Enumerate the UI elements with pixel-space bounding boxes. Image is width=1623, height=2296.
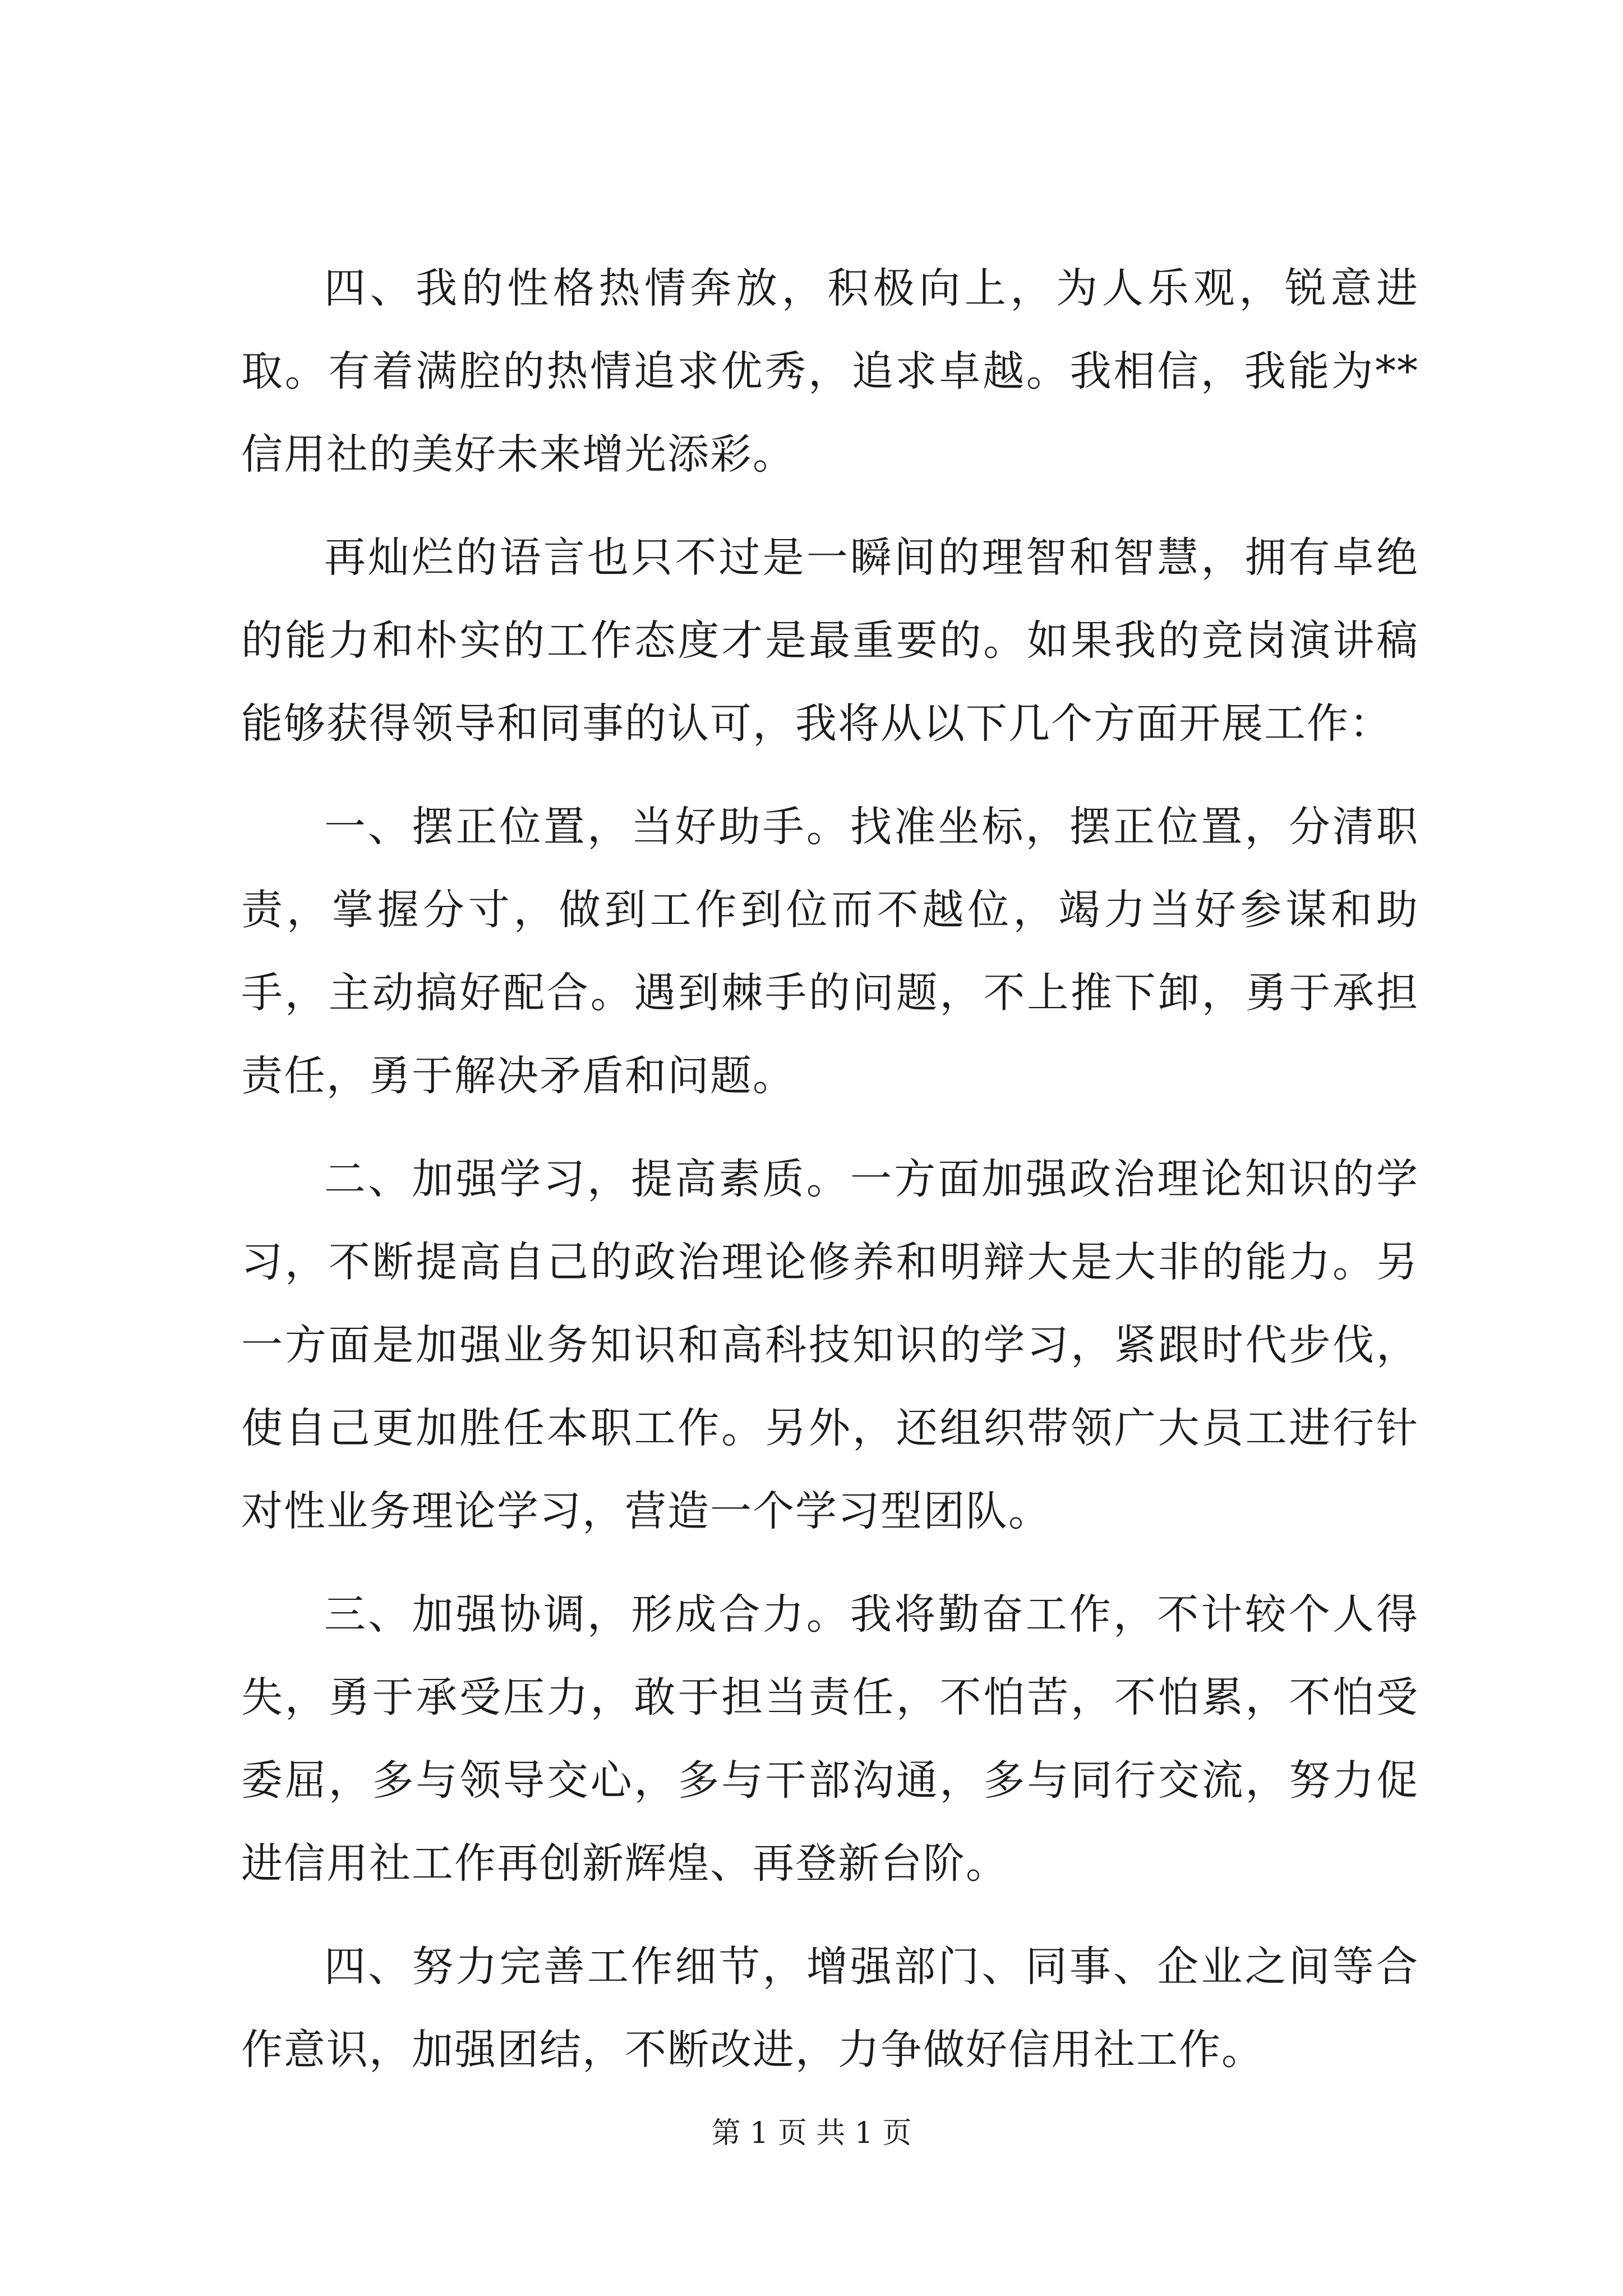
paragraph-point-2: 二、加强学习，提高素质。一方面加强政治理论知识的学习，不断提高自己的政治理论修养和明辩大是大非的能力。另一方面是加强业务知识和高科技知识的学习，紧跟时代步伐，使自己更加胜任本职工作。另外，还组织带领广大员工进行针对性业务理论学习，营造一个学习型团队。 [241, 1155, 1419, 1535]
paragraph-transition: 再灿烂的语言也只不过是一瞬间的理智和智慧，拥有卓绝的能力和朴实的工作态度才是最重要的。如果我的竞岗演讲稿能够获得领导和同事的认可，我将从以下几个方面开展工作： [241, 533, 1419, 748]
paragraph-point-4: 四、努力完善工作细节，增强部门、同事、企业之间等合作意识，加强团结，不断改进，力争做好信用社工作。 [241, 1943, 1419, 2074]
page-footer: 第 1 页 共 1 页 [711, 2116, 912, 2150]
document-body [241, 247, 1419, 2111]
paragraph-personality: 四、我的性格热情奔放，积极向上，为人乐观，锐意进取。有着满腔的热情追求优秀，追求卓越。我相信，我能为**信用社的美好未来增光添彩。 [241, 264, 1419, 478]
paragraph-point-1: 一、摆正位置，当好助手。找准坐标，摆正位置，分清职责，掌握分寸，做到工作到位而不越位，竭力当好参谋和助手，主动搞好配合。遇到棘手的问题，不上推下卸，勇于承担责任，勇于解决矛盾和问题。 [241, 803, 1419, 1100]
paragraph-point-3: 三、加强协调，形成合力。我将勤奋工作，不计较个人得失，勇于承受压力，敢于担当责任，不怕苦，不怕累，不怕受委屈，多与领导交心，多与干部沟通，多与同行交流，努力促进信用社工作再创新辉煌、再登新台阶。 [241, 1590, 1419, 1888]
